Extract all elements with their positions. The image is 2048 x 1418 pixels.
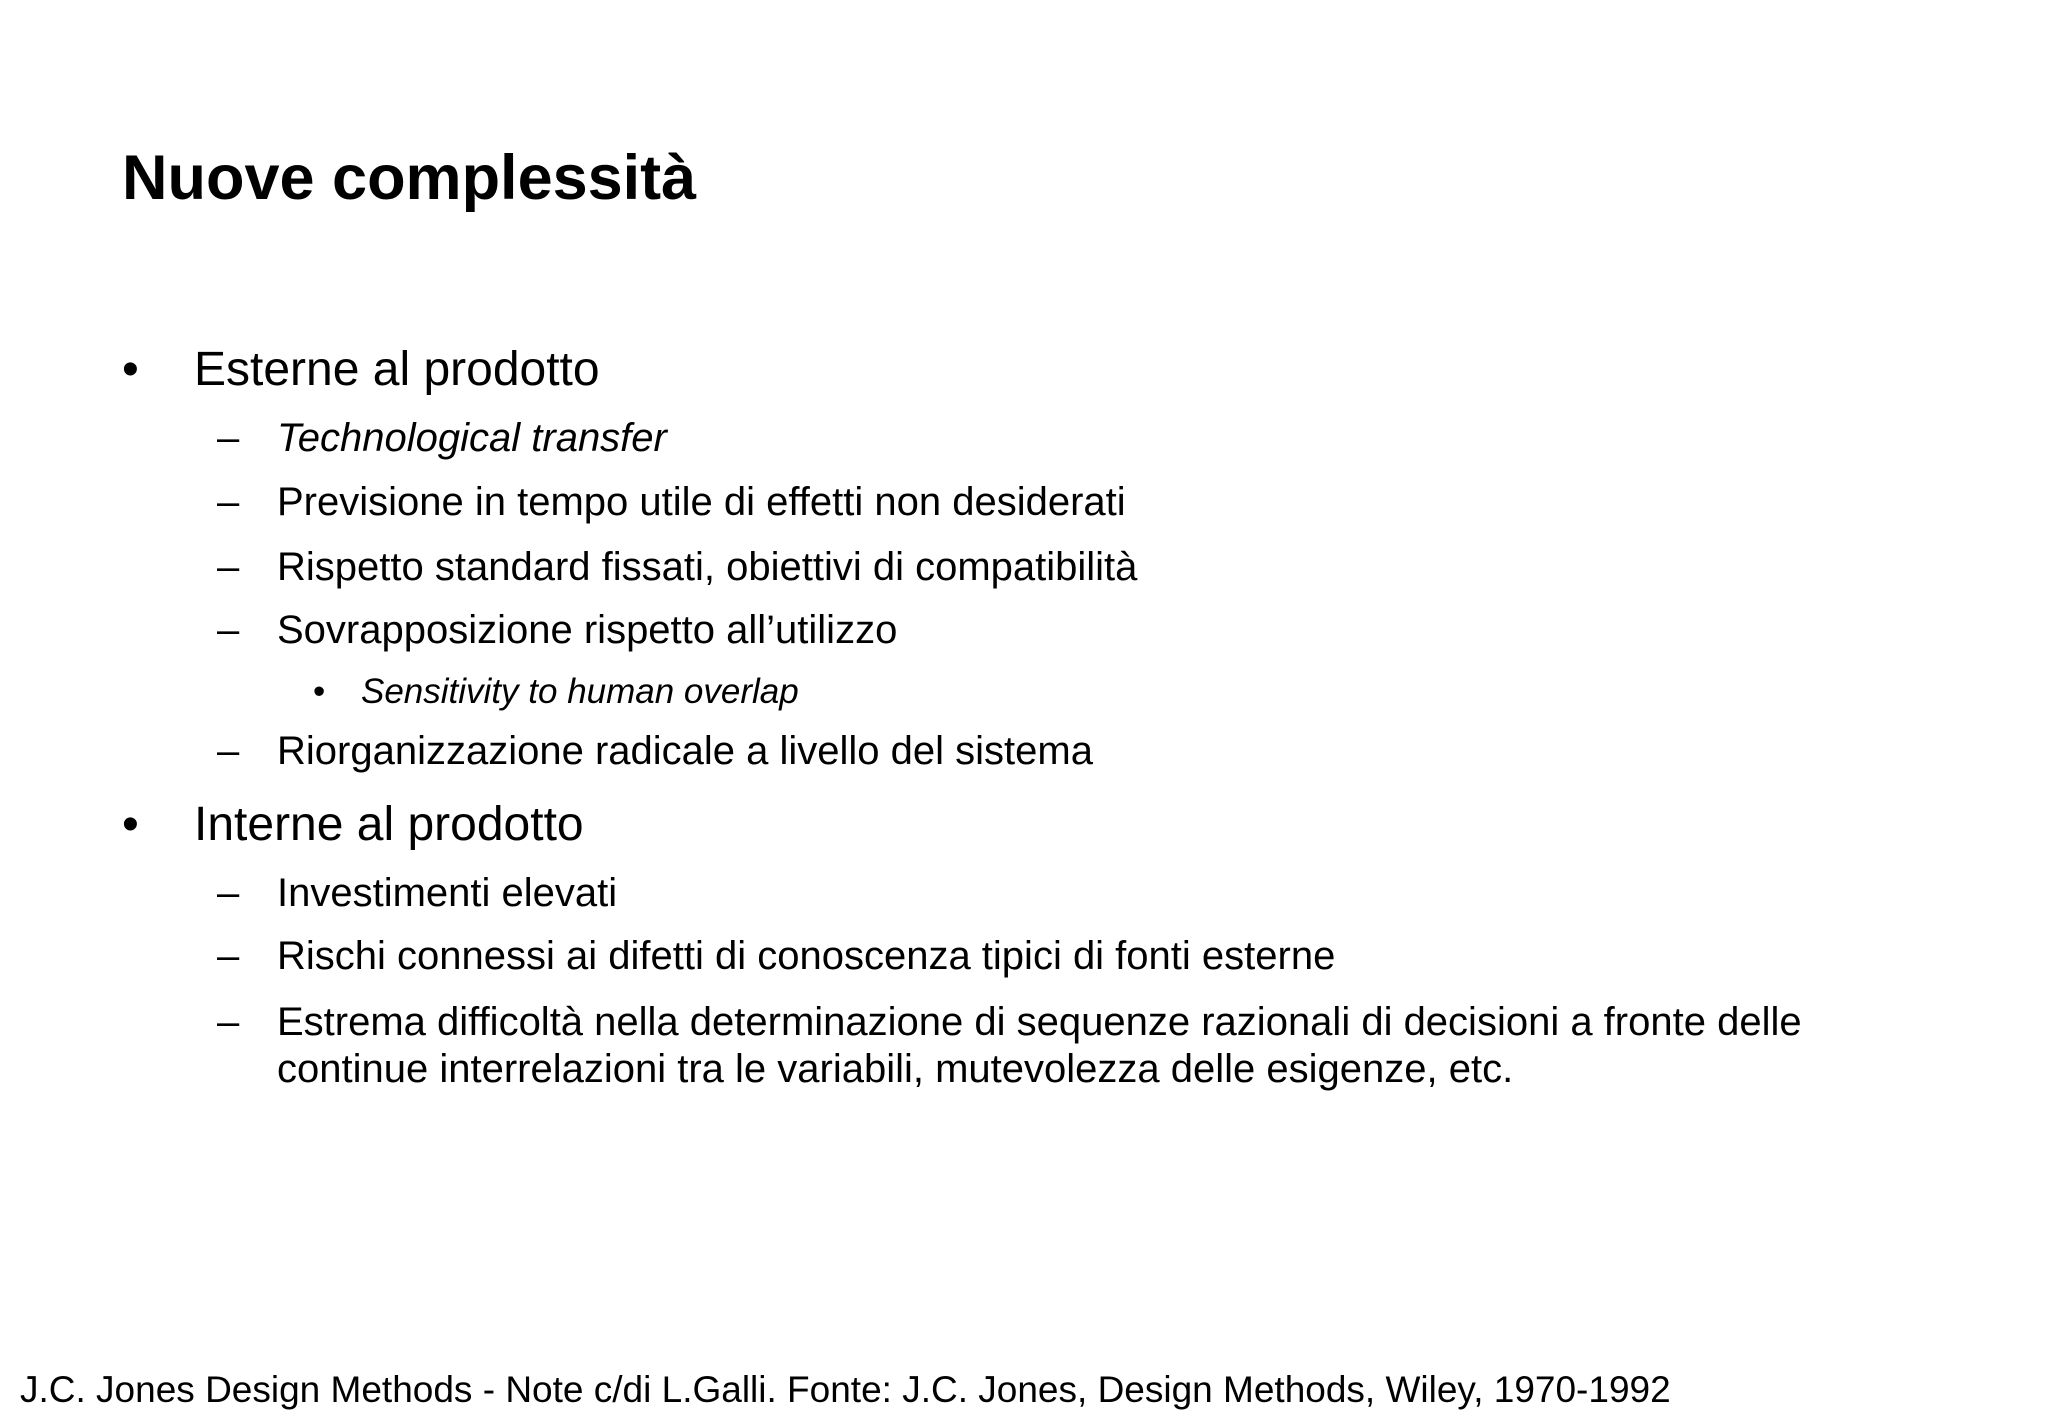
list-item: [217, 998, 1802, 1046]
list-item: [217, 727, 1093, 775]
list-item: [217, 543, 1138, 591]
bullet-marker: •: [122, 343, 139, 396]
bullet-marker: •: [313, 672, 326, 711]
list-item: [217, 478, 1126, 526]
list-item-text: Rispetto standard fissati, obiettivi di compatibilità: [277, 545, 1138, 589]
list-item: [217, 606, 898, 654]
dash-marker: –: [217, 545, 240, 589]
bullet-marker: •: [122, 798, 139, 851]
bullet-label: Esterne al prodotto: [194, 343, 600, 396]
dash-marker: –: [217, 1000, 240, 1044]
list-item-text: Technological transfer: [277, 416, 667, 460]
slide-title: Nuove complessità: [122, 143, 697, 213]
list-item-text: continue interrelazioni tra le variabili, mutevolezza delle esigenze, etc.: [277, 1047, 1514, 1091]
list-item-text: Investimenti elevati: [277, 871, 618, 915]
dash-marker: –: [217, 608, 240, 652]
sub-list-item-text: Sensitivity to human overlap: [361, 672, 799, 711]
dash-marker: –: [217, 729, 240, 773]
list-item-text: Riorganizzazione radicale a livello del sistema: [277, 729, 1093, 773]
list-item-text: Previsione in tempo utile di effetti non desiderati: [277, 480, 1126, 524]
bullet-interne: [122, 797, 584, 853]
dash-marker: –: [217, 871, 240, 915]
sub-list-item: [313, 671, 799, 713]
dash-marker: –: [217, 480, 240, 524]
list-item-continuation: [277, 1045, 1513, 1093]
dash-marker: –: [217, 934, 240, 978]
bullet-label: Interne al prodotto: [194, 798, 584, 851]
list-item-text: Sovrapposizione rispetto all’utilizzo: [277, 608, 898, 652]
list-item: [217, 932, 1336, 980]
list-item: [217, 414, 667, 462]
dash-marker: –: [217, 416, 240, 460]
list-item-text: Estrema difficoltà nella determinazione di sequenze razionali di decisioni a fronte delle: [277, 1000, 1802, 1044]
list-item: [217, 869, 618, 917]
slide-footer: J.C. Jones Design Methods - Note c/di L.Galli. Fonte: J.C. Jones, Design Methods, Wiley, 1970-1992: [20, 1369, 1671, 1410]
list-item-text: Rischi connessi ai difetti di conoscenza tipici di fonti esterne: [277, 934, 1336, 978]
bullet-esterne: [122, 342, 600, 398]
